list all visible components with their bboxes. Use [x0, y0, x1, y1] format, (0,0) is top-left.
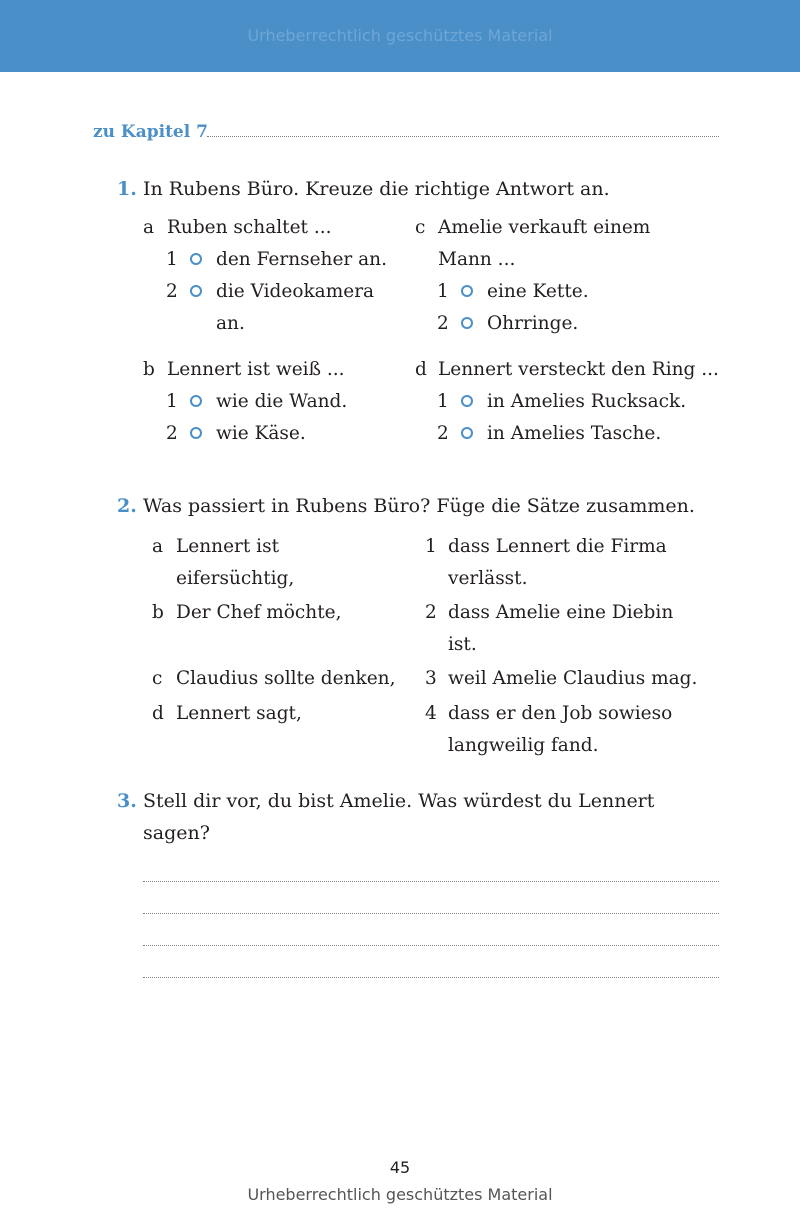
answer-line[interactable] — [143, 881, 719, 882]
q2-left-text-cont: eifersüchtig, — [176, 568, 295, 589]
q1b-opt2-number: 2 — [166, 423, 178, 444]
q2-left-letter: a — [152, 536, 164, 557]
q3-number: 3. — [117, 790, 137, 812]
q1-number: 1. — [117, 178, 137, 200]
q1c-stem-cont: Mann ... — [438, 249, 516, 270]
q2-left-letter: d — [152, 703, 164, 724]
q1d-opt1-radio[interactable] — [461, 395, 473, 407]
q1c-opt2-radio[interactable] — [461, 317, 473, 329]
q1b-stem: Lennert ist weiß ... — [167, 359, 345, 380]
q1a-opt2-number: 2 — [166, 281, 178, 302]
q2-right-text-cont: ist. — [448, 634, 477, 655]
q1a-opt1-label: den Fernseher an. — [216, 249, 387, 270]
header-bar — [0, 0, 800, 72]
q2-right-number: 1 — [425, 536, 437, 557]
q2-right-number: 2 — [425, 602, 437, 623]
q2-right-text-cont: verlässt. — [448, 568, 528, 589]
chapter-heading: zu Kapitel 7 — [93, 122, 208, 142]
q1c-opt1-label: eine Kette. — [487, 281, 589, 302]
q2-left-text: Der Chef möchte, — [176, 602, 342, 623]
q1b-opt2-radio[interactable] — [190, 427, 202, 439]
q1c-stem: Amelie verkauft einem — [438, 217, 651, 238]
q1a-opt1-number: 1 — [166, 249, 178, 270]
q1c-opt1-radio[interactable] — [461, 285, 473, 297]
q2-right-text: weil Amelie Claudius mag. — [448, 668, 698, 689]
q2-left-letter: c — [152, 668, 163, 689]
q1b-opt1-number: 1 — [166, 391, 178, 412]
q2-right-text-cont: langweilig fand. — [448, 735, 599, 756]
q1a-opt2-label: die Videokamera — [216, 281, 375, 302]
q1c-opt2-label: Ohrringe. — [487, 313, 579, 334]
q1a-opt1-radio[interactable] — [190, 253, 202, 265]
q2-left-text: Lennert sagt, — [176, 703, 302, 724]
answer-line[interactable] — [143, 977, 719, 978]
q1b-letter: b — [143, 359, 155, 380]
q1b-opt1-label: wie die Wand. — [216, 391, 348, 412]
q3-text: Stell dir vor, du bist Amelie. Was würdest du Lennert — [143, 790, 655, 812]
q1d-opt2-number: 2 — [437, 423, 449, 444]
q1d-opt1-number: 1 — [437, 391, 449, 412]
q2-right-text: dass Amelie eine Diebin — [448, 602, 674, 623]
page-number: 45 — [389, 1158, 411, 1177]
q1c-letter: c — [415, 217, 426, 238]
q2-number: 2. — [117, 495, 137, 517]
q2-right-text: dass Lennert die Firma — [448, 536, 667, 557]
footer-watermark: Urheberrechtlich geschütztes Material — [247, 1185, 553, 1204]
q2-right-number: 4 — [425, 703, 437, 724]
q1c-opt2-number: 2 — [437, 313, 449, 334]
q2-left-text: Lennert ist — [176, 536, 280, 557]
q1a-stem: Ruben schaltet ... — [167, 217, 332, 238]
q1d-opt1-label: in Amelies Rucksack. — [487, 391, 687, 412]
q1a-opt2-label-cont: an. — [216, 313, 245, 334]
q1d-letter: d — [415, 359, 427, 380]
q2-text: Was passiert in Rubens Büro? Füge die Sätze zusammen. — [143, 495, 695, 517]
q2-left-text: Claudius sollte denken, — [176, 668, 396, 689]
q3-text-cont: sagen? — [143, 822, 210, 844]
q1d-opt2-radio[interactable] — [461, 427, 473, 439]
q1-text: In Rubens Büro. Kreuze die richtige Antwort an. — [143, 178, 610, 200]
q1c-opt1-number: 1 — [437, 281, 449, 302]
q2-left-letter: b — [152, 602, 164, 623]
q1d-stem: Lennert versteckt den Ring ... — [438, 359, 719, 380]
header-watermark: Urheberrechtlich geschütztes Material — [247, 26, 553, 45]
answer-line[interactable] — [143, 913, 719, 914]
q2-right-text: dass er den Job sowieso — [448, 703, 673, 724]
q1b-opt1-radio[interactable] — [190, 395, 202, 407]
answer-line[interactable] — [143, 945, 719, 946]
q1d-opt2-label: in Amelies Tasche. — [487, 423, 662, 444]
q2-right-number: 3 — [425, 668, 437, 689]
q1a-letter: a — [143, 217, 155, 238]
chapter-rule — [207, 136, 719, 137]
q1b-opt2-label: wie Käse. — [216, 423, 306, 444]
q1a-opt2-radio[interactable] — [190, 285, 202, 297]
